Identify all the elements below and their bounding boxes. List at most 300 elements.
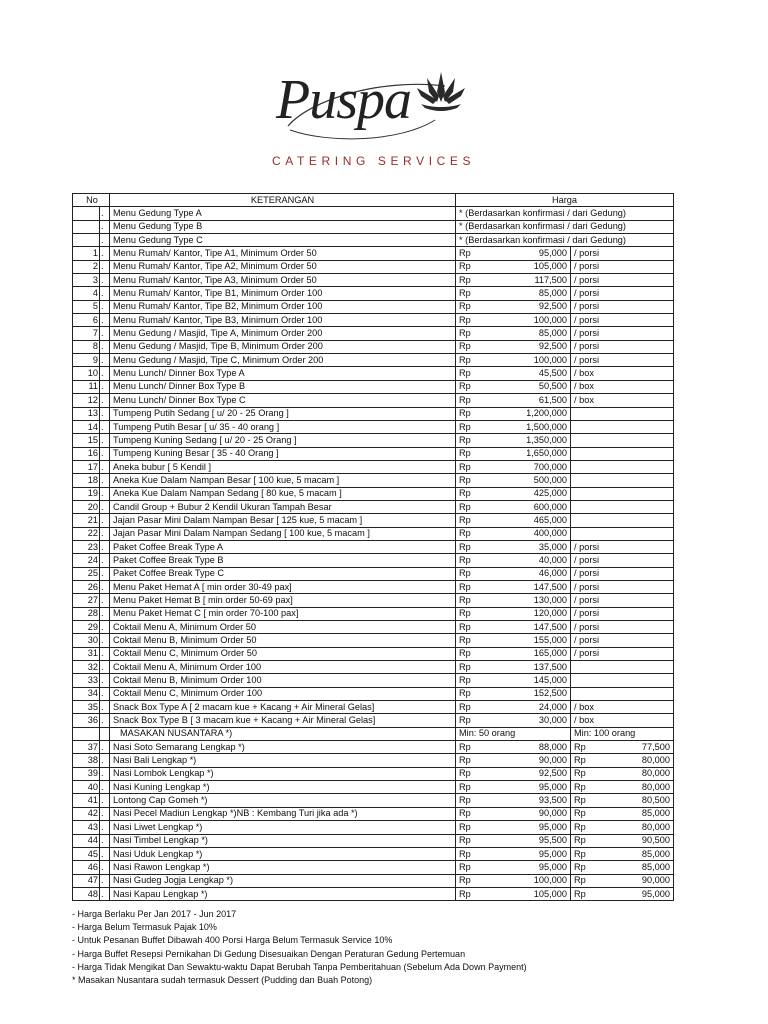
row-currency: Rp — [456, 354, 505, 367]
row-dot: . — [100, 367, 110, 380]
row-dot: . — [100, 274, 110, 287]
row-dot: . — [100, 807, 110, 820]
table-row — [73, 687, 674, 700]
row-price: 100,000 — [504, 354, 571, 367]
row-dot: . — [100, 340, 110, 353]
table-row — [73, 420, 674, 433]
brand-tagline: CATERING SERVICES — [272, 154, 476, 168]
row-unit — [571, 487, 674, 500]
row-price: 120,000 — [504, 607, 571, 620]
row-number: 23 — [73, 540, 100, 553]
row-currency: Rp — [456, 394, 505, 407]
row-unit — [571, 674, 674, 687]
row-currency-100: Rp — [574, 808, 586, 819]
row-price-100 — [571, 754, 674, 767]
row-description: Tumpeng Putih Sedang [ u/ 20 - 25 Orang ] — [110, 407, 456, 420]
table-row — [73, 861, 674, 874]
row-value-100: 90,500 — [641, 835, 670, 846]
row-description: Menu Rumah/ Kantor, Tipe B1, Minimum Order 100 — [110, 287, 456, 300]
row-unit: / box — [571, 714, 674, 727]
row-description: Nasi Timbel Lengkap *) — [110, 834, 456, 847]
row-number: 37 — [73, 741, 100, 754]
row-dot: . — [100, 687, 110, 700]
row-dot: . — [100, 247, 110, 260]
row-number: 13 — [73, 407, 100, 420]
row-currency: Rp — [456, 247, 505, 260]
row-dot: . — [100, 500, 110, 513]
row-price-50: 90,000 — [504, 754, 571, 767]
row-currency: Rp — [456, 287, 505, 300]
table-row — [73, 741, 674, 754]
row-value-100: 77,500 — [641, 741, 670, 752]
table-row — [73, 354, 674, 367]
row-description: Menu Paket Hemat C [ min order 70-100 pax] — [110, 607, 456, 620]
row-dot: . — [100, 674, 110, 687]
row-currency: Rp — [456, 781, 505, 794]
row-currency: Rp — [456, 274, 505, 287]
row-number — [73, 207, 100, 220]
row-currency: Rp — [456, 767, 505, 780]
row-description: Nasi Pecel Madiun Lengkap *)NB : Kembang Turi jika ada *) — [110, 807, 456, 820]
table-row — [73, 327, 674, 340]
header-keterangan: KETERANGAN — [110, 194, 456, 207]
row-description: Snack Box Type A [ 2 macam kue + Kacang + Air Mineral Gelas] — [110, 701, 456, 714]
row-price-note: * (Berdasarkan konfirmasi / dari Gedung) — [456, 207, 674, 220]
row-price: 600,000 — [504, 500, 571, 513]
table-row — [73, 247, 674, 260]
row-dot: . — [100, 794, 110, 807]
row-unit — [571, 687, 674, 700]
row-dot: . — [100, 741, 110, 754]
row-price: 152,500 — [504, 687, 571, 700]
row-number: 17 — [73, 460, 100, 473]
row-number: 8 — [73, 340, 100, 353]
row-unit — [571, 661, 674, 674]
table-row — [73, 767, 674, 780]
table-row — [73, 380, 674, 393]
row-price: 61,500 — [504, 394, 571, 407]
row-price: 24,000 — [504, 701, 571, 714]
row-number: 32 — [73, 661, 100, 674]
row-number: 24 — [73, 554, 100, 567]
row-description: Aneka Kue Dalam Nampan Besar [ 100 kue, 5 macam ] — [110, 474, 456, 487]
table-row — [73, 661, 674, 674]
row-description: Nasi Liwet Lengkap *) — [110, 821, 456, 834]
table-row — [73, 207, 674, 220]
row-description: Nasi Bali Lengkap *) — [110, 754, 456, 767]
row-currency: Rp — [456, 607, 505, 620]
row-price-100 — [571, 794, 674, 807]
row-description: Nasi Uduk Lengkap *) — [110, 847, 456, 860]
row-currency: Rp — [456, 887, 505, 900]
table-row — [73, 714, 674, 727]
row-value-100: 80,000 — [641, 821, 670, 832]
row-unit: / porsi — [571, 580, 674, 593]
row-dot: . — [100, 767, 110, 780]
table-row — [73, 367, 674, 380]
row-description: Menu Rumah/ Kantor, Tipe A1, Minimum Order 50 — [110, 247, 456, 260]
row-dot: . — [100, 434, 110, 447]
row-price-100 — [571, 741, 674, 754]
row-price-50: 100,000 — [504, 874, 571, 887]
row-number: 4 — [73, 287, 100, 300]
row-number: 26 — [73, 580, 100, 593]
row-unit — [571, 420, 674, 433]
row-unit — [571, 447, 674, 460]
row-currency-100: Rp — [574, 875, 586, 886]
row-price: 50,500 — [504, 380, 571, 393]
row-value-100: 85,000 — [641, 861, 670, 872]
row-description: Tumpeng Kuning Sedang [ u/ 20 - 25 Orang ] — [110, 434, 456, 447]
row-dot: . — [100, 327, 110, 340]
row-description: Menu Rumah/ Kantor, Tipe A3, Minimum Order 50 — [110, 274, 456, 287]
table-row — [73, 234, 674, 247]
row-dot: . — [100, 554, 110, 567]
table-row — [73, 220, 674, 233]
row-number: 41 — [73, 794, 100, 807]
table-row — [73, 887, 674, 900]
row-dot: . — [100, 540, 110, 553]
row-currency: Rp — [456, 701, 505, 714]
row-currency: Rp — [456, 474, 505, 487]
brand-name: Puspa — [276, 69, 411, 131]
row-description: Nasi Rawon Lengkap *) — [110, 861, 456, 874]
row-number: 10 — [73, 367, 100, 380]
row-description: Jajan Pasar Mini Dalam Nampan Sedang [ 100 kue, 5 macam ] — [110, 527, 456, 540]
row-description: Nasi Gudeg Jogja Lengkap *) — [110, 874, 456, 887]
row-unit: / porsi — [571, 247, 674, 260]
row-price: 100,000 — [504, 314, 571, 327]
row-description: Menu Gedung / Masjid, Tipe B, Minimum Order 200 — [110, 340, 456, 353]
row-price: 145,000 — [504, 674, 571, 687]
row-price-50: 95,000 — [504, 847, 571, 860]
row-currency: Rp — [456, 821, 505, 834]
row-number: 42 — [73, 807, 100, 820]
price-table — [72, 193, 674, 901]
row-value-100: 80,000 — [641, 781, 670, 792]
row-price: 30,000 — [504, 714, 571, 727]
table-row — [73, 287, 674, 300]
row-price-100 — [571, 821, 674, 834]
row-currency: Rp — [456, 260, 505, 273]
row-price-50: 95,000 — [504, 861, 571, 874]
row-number: 2 — [73, 260, 100, 273]
row-number: 25 — [73, 567, 100, 580]
row-unit: / porsi — [571, 327, 674, 340]
row-currency: Rp — [456, 460, 505, 473]
row-currency: Rp — [456, 874, 505, 887]
row-description: Candil Group + Bubur 2 Kendil Ukuran Tampah Besar — [110, 500, 456, 513]
row-price: 400,000 — [504, 527, 571, 540]
row-description: Menu Gedung Type A — [110, 207, 456, 220]
row-price: 95,000 — [504, 247, 571, 260]
row-description: Menu Lunch/ Dinner Box Type B — [110, 380, 456, 393]
row-dot: . — [100, 474, 110, 487]
row-unit: / porsi — [571, 340, 674, 353]
table-row — [73, 447, 674, 460]
row-dot: . — [100, 634, 110, 647]
table-row — [73, 621, 674, 634]
row-unit: / box — [571, 701, 674, 714]
row-unit: / porsi — [571, 314, 674, 327]
row-number: 47 — [73, 874, 100, 887]
row-dot: . — [100, 220, 110, 233]
row-currency: Rp — [456, 847, 505, 860]
row-dot: . — [100, 647, 110, 660]
row-description: Aneka bubur [ 5 Kendil ] — [110, 460, 456, 473]
row-currency: Rp — [456, 567, 505, 580]
row-value-100: 90,000 — [641, 875, 670, 886]
row-dot: . — [100, 300, 110, 313]
row-dot: . — [100, 781, 110, 794]
row-price-100 — [571, 834, 674, 847]
table-row — [73, 847, 674, 860]
row-currency: Rp — [456, 554, 505, 567]
row-price: 1,200,000 — [504, 407, 571, 420]
table-header-row — [73, 194, 674, 207]
row-currency-100: Rp — [574, 888, 586, 899]
row-number: 45 — [73, 847, 100, 860]
row-number: 46 — [73, 861, 100, 874]
row-dot: . — [100, 607, 110, 620]
lotus-icon — [415, 68, 467, 116]
row-dot: . — [100, 701, 110, 714]
row-number: 18 — [73, 474, 100, 487]
row-unit: / porsi — [571, 594, 674, 607]
row-unit: / porsi — [571, 621, 674, 634]
row-number: 11 — [73, 380, 100, 393]
table-row — [73, 794, 674, 807]
row-currency: Rp — [456, 741, 505, 754]
row-number: 33 — [73, 674, 100, 687]
row-number — [73, 727, 100, 740]
row-currency: Rp — [456, 674, 505, 687]
row-price: 105,000 — [504, 260, 571, 273]
table-row — [73, 634, 674, 647]
row-price-100 — [571, 781, 674, 794]
row-value-100: 85,000 — [641, 808, 670, 819]
row-description: Paket Coffee Break Type B — [110, 554, 456, 567]
row-unit: / porsi — [571, 607, 674, 620]
row-currency: Rp — [456, 380, 505, 393]
row-description: Coktail Menu B, Minimum Order 50 — [110, 634, 456, 647]
table-row — [73, 874, 674, 887]
row-currency: Rp — [456, 367, 505, 380]
row-dot: . — [100, 527, 110, 540]
row-price-50: 93,500 — [504, 794, 571, 807]
row-description: Menu Paket Hemat B [ min order 50-69 pax] — [110, 594, 456, 607]
row-number — [73, 234, 100, 247]
table-row — [73, 274, 674, 287]
table-row — [73, 607, 674, 620]
row-description: Coktail Menu C, Minimum Order 100 — [110, 687, 456, 700]
row-dot: . — [100, 394, 110, 407]
row-currency: Rp — [456, 340, 505, 353]
row-description: Lontong Cap Gomeh *) — [110, 794, 456, 807]
row-price: 147,500 — [504, 580, 571, 593]
row-dot: . — [100, 207, 110, 220]
row-dot: . — [100, 514, 110, 527]
row-dot: . — [100, 887, 110, 900]
row-unit: / box — [571, 394, 674, 407]
row-price: 700,000 — [504, 460, 571, 473]
nusantara-title: MASAKAN NUSANTARA *) — [110, 727, 456, 740]
row-description: Aneka Kue Dalam Nampan Sedang [ 80 kue, 5 macam ] — [110, 487, 456, 500]
row-number: 28 — [73, 607, 100, 620]
row-description: Menu Gedung / Masjid, Tipe A, Minimum Order 200 — [110, 327, 456, 340]
row-currency-100: Rp — [574, 755, 586, 766]
row-description: Tumpeng Putih Besar [ u/ 35 - 40 orang ] — [110, 420, 456, 433]
row-price-100 — [571, 767, 674, 780]
row-currency: Rp — [456, 420, 505, 433]
row-dot: . — [100, 380, 110, 393]
row-unit: / box — [571, 367, 674, 380]
row-number: 35 — [73, 701, 100, 714]
table-row — [73, 260, 674, 273]
row-dot: . — [100, 847, 110, 860]
table-row — [73, 754, 674, 767]
row-number: 7 — [73, 327, 100, 340]
row-description: Nasi Kuning Lengkap *) — [110, 781, 456, 794]
row-price-50: 88,000 — [504, 741, 571, 754]
row-unit — [571, 460, 674, 473]
row-unit — [571, 500, 674, 513]
row-dot: . — [100, 621, 110, 634]
row-dot: . — [100, 314, 110, 327]
row-number: 1 — [73, 247, 100, 260]
row-description: Coktail Menu B, Minimum Order 100 — [110, 674, 456, 687]
row-number: 44 — [73, 834, 100, 847]
row-number: 19 — [73, 487, 100, 500]
row-number: 20 — [73, 500, 100, 513]
row-number: 5 — [73, 300, 100, 313]
row-price: 35,000 — [504, 540, 571, 553]
table-row — [73, 701, 674, 714]
table-row — [73, 647, 674, 660]
row-dot: . — [100, 407, 110, 420]
table-row — [73, 474, 674, 487]
row-number: 36 — [73, 714, 100, 727]
row-description: Menu Gedung Type C — [110, 234, 456, 247]
row-currency: Rp — [456, 594, 505, 607]
row-price: 117,500 — [504, 274, 571, 287]
row-price: 137,500 — [504, 661, 571, 674]
row-description: Nasi Lombok Lengkap *) — [110, 767, 456, 780]
row-currency: Rp — [456, 687, 505, 700]
row-value-100: 80,000 — [641, 768, 670, 779]
row-unit — [571, 527, 674, 540]
row-currency: Rp — [456, 621, 505, 634]
row-price-100 — [571, 847, 674, 860]
row-unit: / porsi — [571, 647, 674, 660]
row-description: Menu Rumah/ Kantor, Tipe B3, Minimum Order 100 — [110, 314, 456, 327]
row-dot: . — [100, 580, 110, 593]
row-unit: / box — [571, 380, 674, 393]
nusantara-header-row — [73, 727, 674, 740]
row-description: Menu Rumah/ Kantor, Tipe B2, Minimum Order 100 — [110, 300, 456, 313]
row-description: Menu Rumah/ Kantor, Tipe A2, Minimum Order 50 — [110, 260, 456, 273]
table-row — [73, 460, 674, 473]
row-number: 27 — [73, 594, 100, 607]
row-price-note: * (Berdasarkan konfirmasi / dari Gedung) — [456, 220, 674, 233]
row-dot: . — [100, 874, 110, 887]
row-price: 85,000 — [504, 327, 571, 340]
row-dot: . — [100, 754, 110, 767]
row-number: 39 — [73, 767, 100, 780]
row-price: 465,000 — [504, 514, 571, 527]
row-unit: / porsi — [571, 274, 674, 287]
table-row — [73, 394, 674, 407]
table-row — [73, 540, 674, 553]
row-currency-100: Rp — [574, 821, 586, 832]
row-currency: Rp — [456, 300, 505, 313]
row-description: Tumpeng Kuning Besar [ 35 - 40 Orang ] — [110, 447, 456, 460]
row-currency-100: Rp — [574, 861, 586, 872]
row-unit — [571, 407, 674, 420]
note-line: - Harga Belum Termasuk Pajak 10% — [72, 922, 217, 933]
row-unit: / porsi — [571, 354, 674, 367]
row-dot: . — [100, 354, 110, 367]
row-price-100 — [571, 861, 674, 874]
row-price: 92,500 — [504, 340, 571, 353]
row-currency: Rp — [456, 500, 505, 513]
row-number: 29 — [73, 621, 100, 634]
row-dot: . — [100, 834, 110, 847]
row-price-50: 92,500 — [504, 767, 571, 780]
row-description: Nasi Kapau Lengkap *) — [110, 887, 456, 900]
row-price-50: 95,000 — [504, 781, 571, 794]
row-price-50: 105,000 — [504, 887, 571, 900]
row-description: Paket Coffee Break Type C — [110, 567, 456, 580]
row-unit: / porsi — [571, 540, 674, 553]
row-currency: Rp — [456, 487, 505, 500]
note-line: * Masakan Nusantara sudah termasuk Dessert (Pudding dan Buah Potong) — [72, 975, 373, 986]
row-currency: Rp — [456, 527, 505, 540]
row-currency: Rp — [456, 634, 505, 647]
row-price: 46,000 — [504, 567, 571, 580]
row-currency: Rp — [456, 647, 505, 660]
row-dot: . — [100, 420, 110, 433]
row-unit: / porsi — [571, 300, 674, 313]
row-price: 45,500 — [504, 367, 571, 380]
row-dot — [100, 727, 110, 740]
row-currency: Rp — [456, 580, 505, 593]
row-description: Menu Paket Hemat A [ min order 30-49 pax] — [110, 580, 456, 593]
row-price: 1,500,000 — [504, 420, 571, 433]
row-currency: Rp — [456, 514, 505, 527]
row-unit: / porsi — [571, 554, 674, 567]
table-row — [73, 674, 674, 687]
table-row — [73, 807, 674, 820]
row-currency: Rp — [456, 861, 505, 874]
table-row — [73, 487, 674, 500]
row-number: 40 — [73, 781, 100, 794]
row-dot: . — [100, 821, 110, 834]
table-row — [73, 781, 674, 794]
row-price: 147,500 — [504, 621, 571, 634]
row-currency: Rp — [456, 661, 505, 674]
row-description: Paket Coffee Break Type A — [110, 540, 456, 553]
row-price: 1,650,000 — [504, 447, 571, 460]
row-number: 14 — [73, 420, 100, 433]
row-number: 12 — [73, 394, 100, 407]
row-value-100: 85,000 — [641, 848, 670, 859]
row-number: 6 — [73, 314, 100, 327]
row-currency-100: Rp — [574, 795, 586, 806]
row-description: Menu Lunch/ Dinner Box Type C — [110, 394, 456, 407]
note-line: - Harga Tidak Mengikat Dan Sewaktu-waktu Dapat Berubah Tanpa Pemberitahuan (Sebelum Ada Down Payment) — [72, 961, 527, 972]
row-unit: / porsi — [571, 260, 674, 273]
